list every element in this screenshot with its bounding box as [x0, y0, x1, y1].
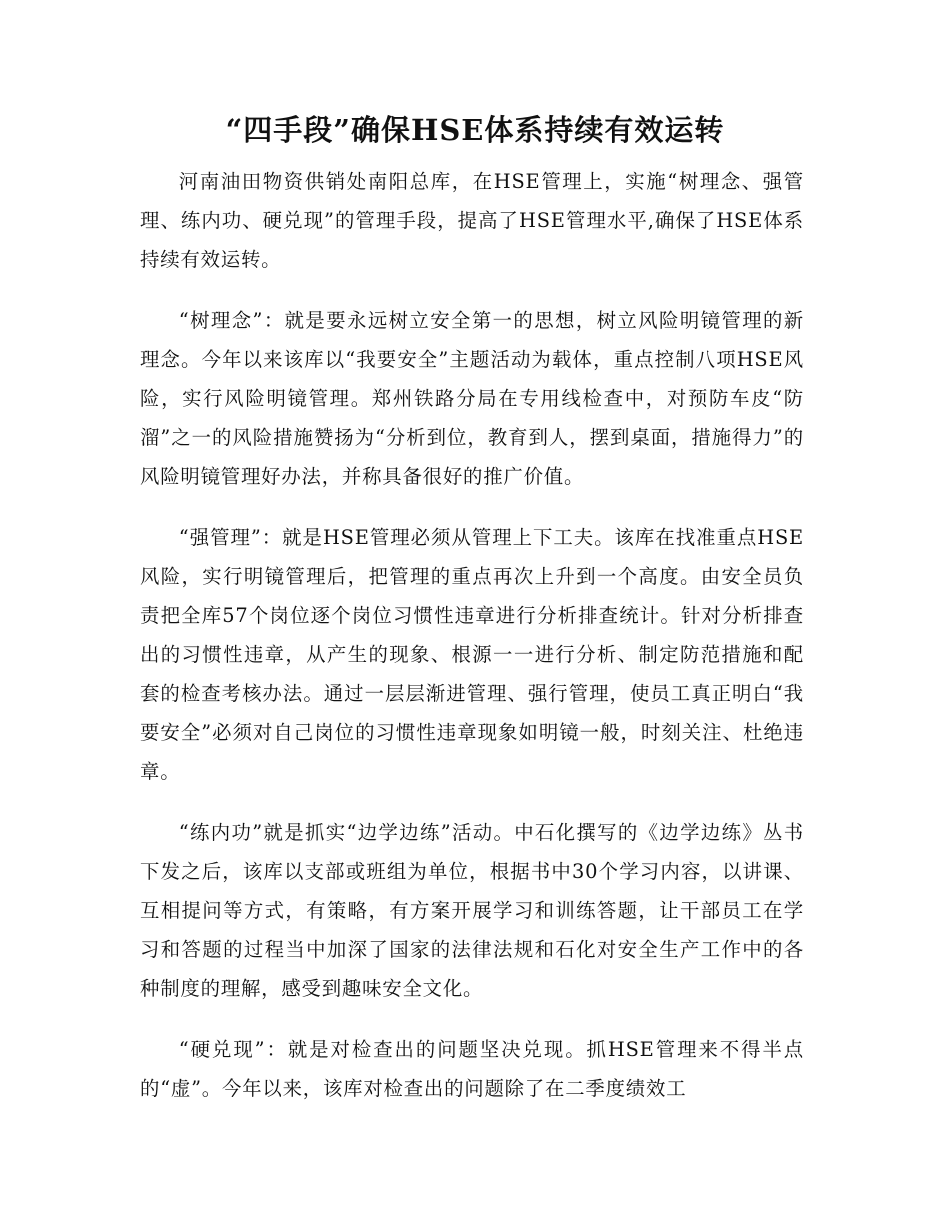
paragraph-qiang-guan-li: “强管理”：就是HSE管理必须从管理上下工夫。该库在找准重点HSE风险，实行明镜管理后，把管理的重点再次上升到一个高度。由安全员负责把全库57个岗位逐个岗位习惯性违章进行分析排查统计。针对分析排查出的习惯性违章，从产生的现象、根源一一进行分析、制定防范措施和配套的检查考核办法。通过一层层渐进管理、强行管理，使员工真正明白“我要安全”必须对自己岗位的习惯性违章现象如明镜一般，时刻关注、杜绝违章。 — [140, 526, 804, 783]
paragraph-shu-li-nian: “树理念”：就是要永远树立安全第一的思想，树立风险明镜管理的新理念。今年以来该库以“我要安全”主题活动为载体，重点控制八项HSE风险，实行风险明镜管理。郑州铁路分局在专用线检查中，对预防车皮“防溜”之一的风险措施赞扬为“分析到位，教育到人，摆到桌面，措施得力”的风险明镜管理好办法，并称具备很好的推广价值。 — [140, 309, 804, 488]
paragraph-intro: 河南油田物资供销处南阳总库，在HSE管理上，实施“树理念、强管理、练内功、硬兑现”的管理手段，提高了HSE管理水平,确保了HSE体系持续有效运转。 — [140, 170, 804, 271]
document-body — [140, 162, 804, 1130]
paragraph-lian-nei-gong: “练内功”就是抓实“边学边练”活动。中石化撰写的《边学边练》丛书下发之后，该库以支部或班组为单位，根据书中30个学习内容，以讲课、互相提问等方式，有策略，有方案开展学习和训练答题，让干部员工在学习和答题的过程当中加深了国家的法律法规和石化对安全生产工作中的各种制度的理解，感受到趣味安全文化。 — [140, 821, 804, 1000]
paragraph-ying-dui-xian: “硬兑现”：就是对检查出的问题坚决兑现。抓HSE管理来不得半点的“虚”。今年以来，该库对检查出的问题除了在二季度绩效工 — [140, 1038, 804, 1100]
document-title: “四手段”确保HSE体系持续有效运转 — [225, 113, 725, 147]
